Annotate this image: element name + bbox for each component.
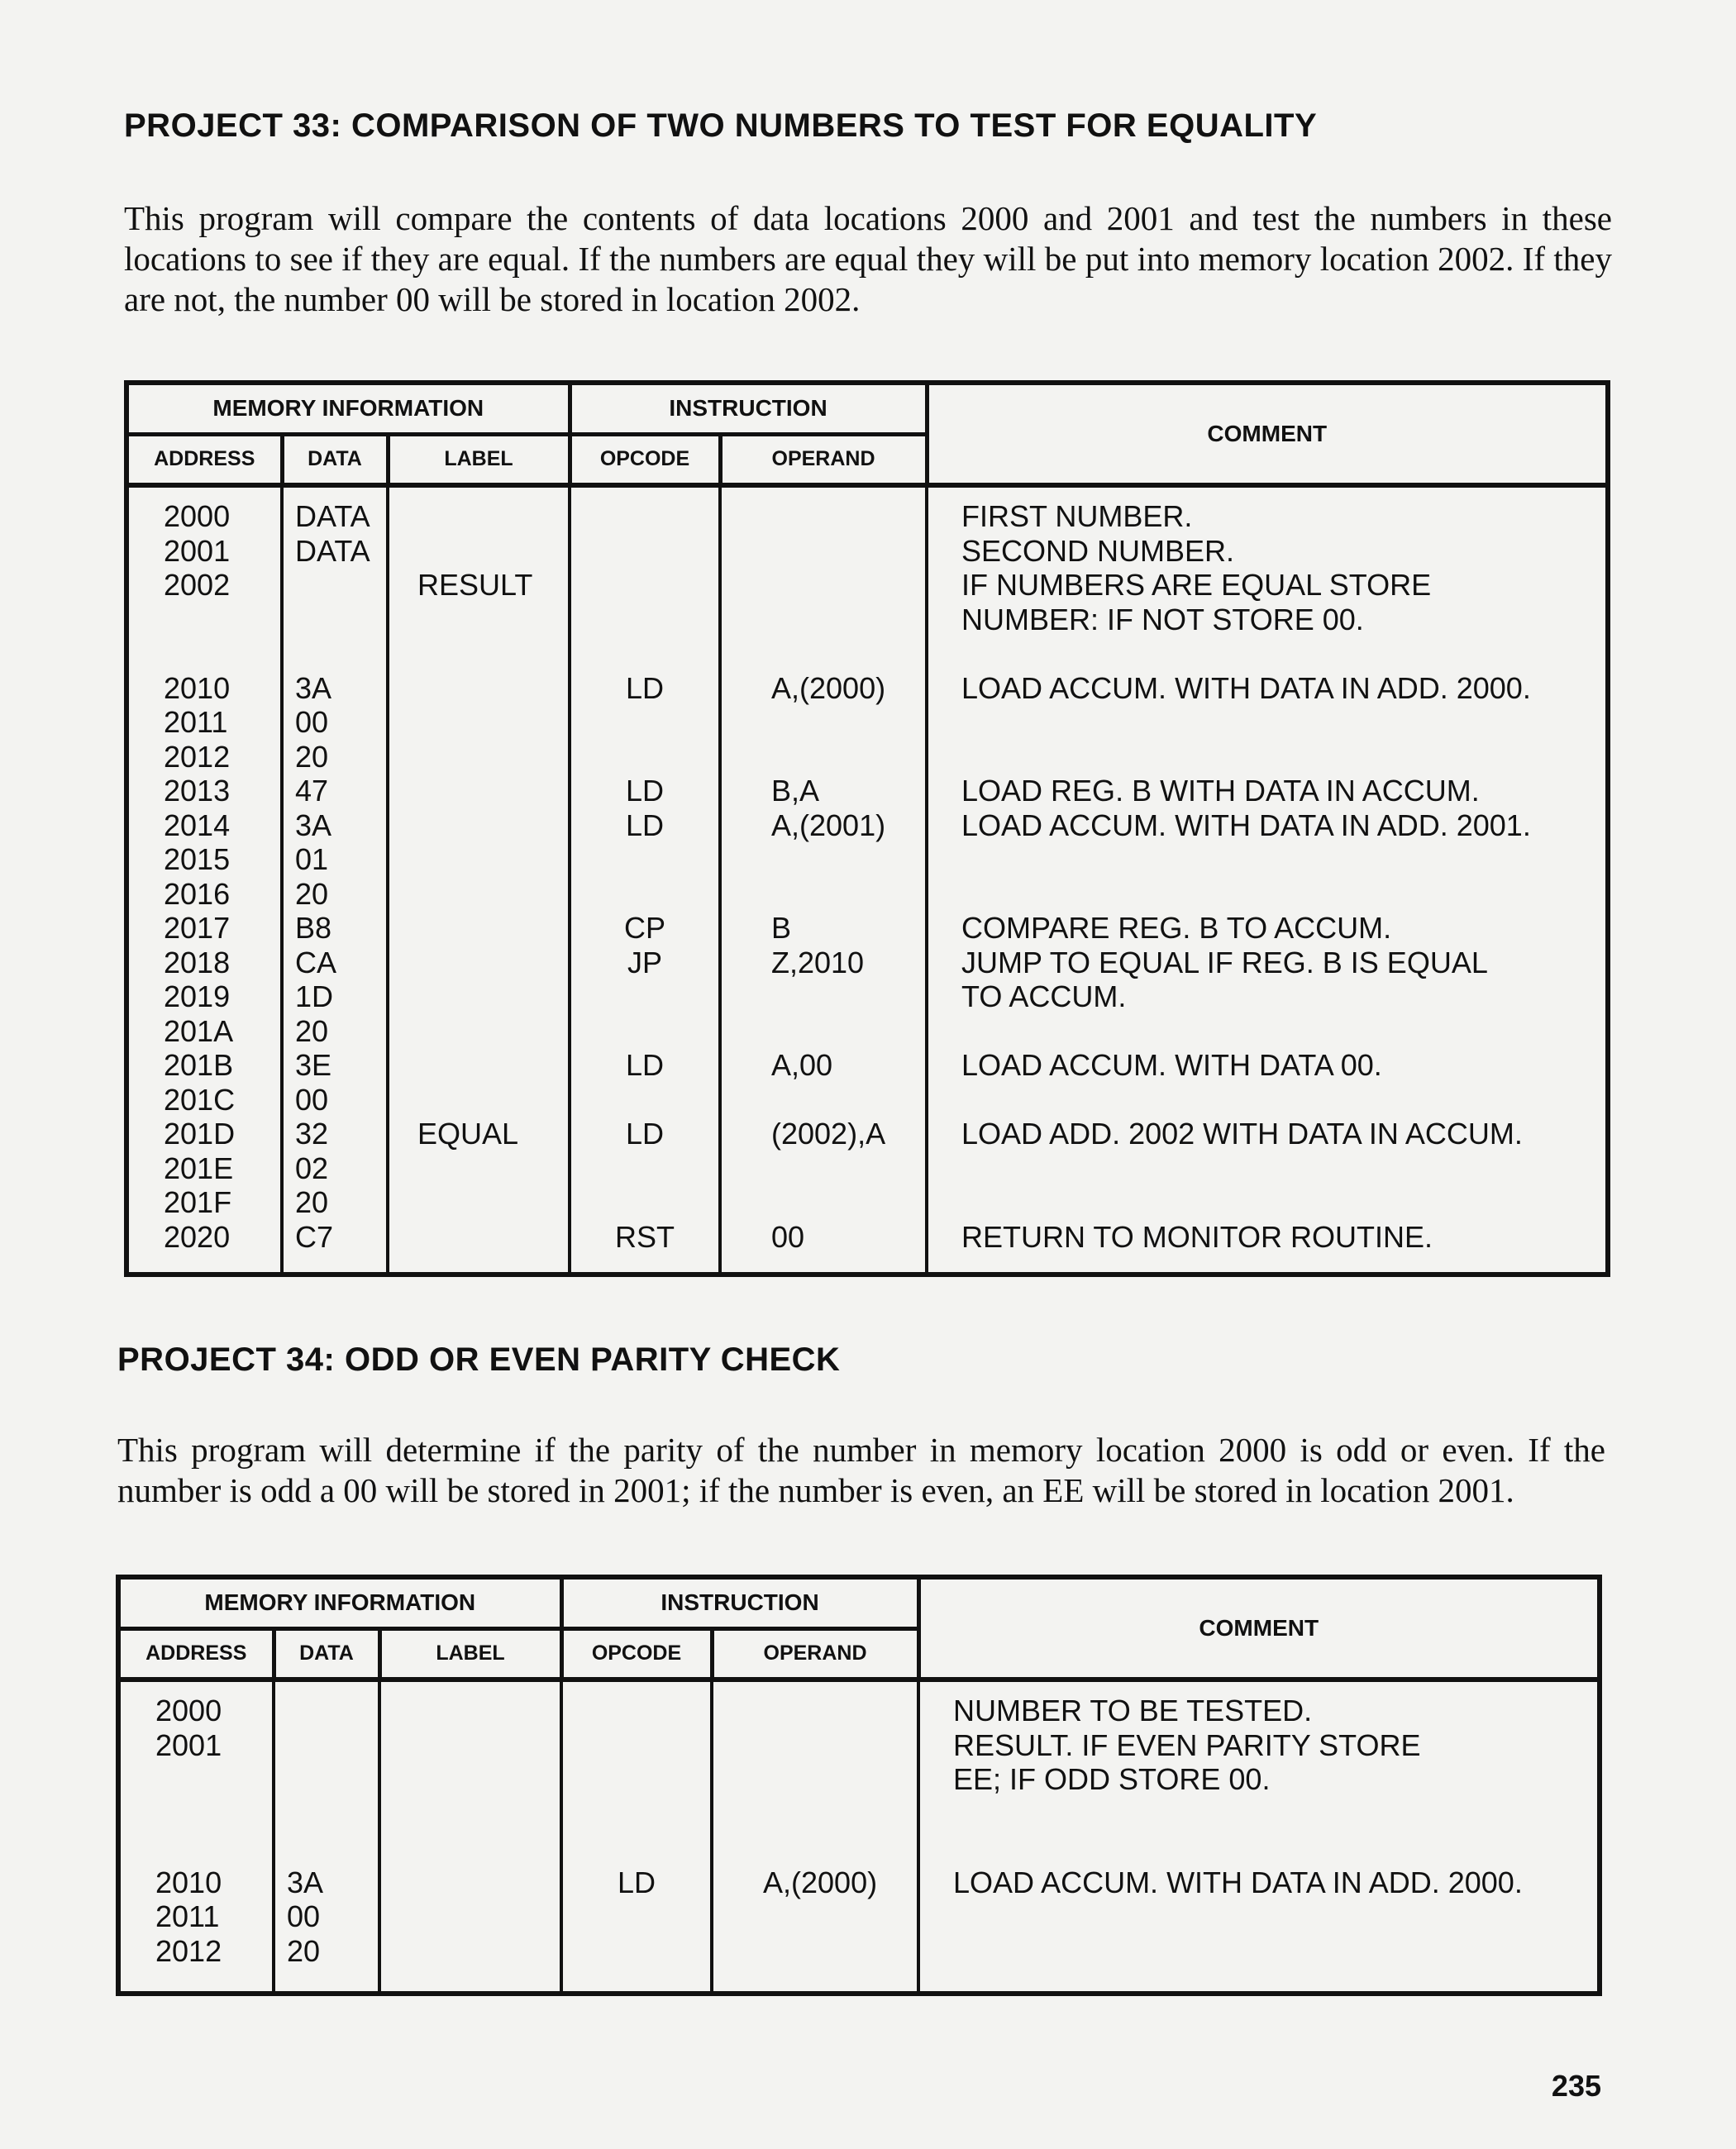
data-column: DATA DATA 3A 00 20 47 3A 01 20 B8 CA 1D 20 3E 00 32 02 20 C7: [282, 485, 388, 1275]
header-label: LABEL: [379, 1628, 561, 1680]
header-operand: OPERAND: [720, 434, 927, 485]
header-data: DATA: [274, 1628, 379, 1680]
project-33-table: [124, 380, 1610, 1277]
page-number: 235: [1551, 2069, 1601, 2103]
comment-column: FIRST NUMBER. SECOND NUMBER. IF NUMBERS ARE EQUAL STORE NUMBER: IF NOT STORE 00. LOAD ACCUM. WITH DATA IN ADD. 2000. LOAD REG. B WITH DATA IN ACCUM. LOAD ACCUM. WITH DATA IN ADD. 2001. COMPARE REG. B TO ACCUM. JUMP TO EQUAL IF REG. B IS EQUAL TO ACCUM. LOAD ACCUM. WITH DATA 00. LOAD ADD. 2002 WITH DATA IN ACCUM. RETURN TO MONITOR ROUTINE.: [927, 485, 1608, 1275]
project-33-description: This program will compare the contents of data locations 2000 and 2001 and test the numbers in these locations to see if they are equal. If the numbers are equal they will be put into memory location 2002. If they are not, the number 00 will be stored in location 2002.: [124, 199, 1612, 318]
operand-column: A,(2000): [712, 1680, 918, 1994]
data-column: 3A 00 20: [274, 1680, 379, 1994]
label-column: [379, 1680, 561, 1994]
project-34-title: PROJECT 34: ODD OR EVEN PARITY CHECK: [117, 1341, 841, 1378]
header-comment: COMMENT: [918, 1577, 1600, 1680]
address-column: 2000 2001 2002 2010 2011 2012 2013 2014 2015 2016 2017 2018 2019 201A 201B 201C 201D 201E 201F 2020: [126, 485, 282, 1275]
header-opcode: OPCODE: [561, 1628, 712, 1680]
label-column: RESULT EQUAL: [388, 485, 570, 1275]
header-memory-information: MEMORY INFORMATION: [118, 1577, 561, 1628]
operand-column: A,(2000) B,A A,(2001) B Z,2010 A,00 (2002),A 00: [720, 485, 927, 1275]
header-memory-information: MEMORY INFORMATION: [126, 383, 570, 434]
comment-column: NUMBER TO BE TESTED. RESULT. IF EVEN PARITY STORE EE; IF ODD STORE 00. LOAD ACCUM. WITH DATA IN ADD. 2000.: [918, 1680, 1600, 1994]
header-opcode: OPCODE: [570, 434, 720, 485]
opcode-column: LD LD LD CP JP LD LD RST: [570, 485, 720, 1275]
header-operand: OPERAND: [712, 1628, 918, 1680]
project-34-description: This program will determine if the parity of the number in memory location 2000 is odd or even. If the number is odd a 00 will be stored in 2001; if the number is even, an EE will be stored in location 2001.: [117, 1431, 1605, 1509]
address-column: 2000 2001 2010 2011 2012: [118, 1680, 274, 1994]
header-instruction: INSTRUCTION: [561, 1577, 918, 1628]
header-comment: COMMENT: [927, 383, 1608, 485]
opcode-column: LD: [561, 1680, 712, 1994]
header-label: LABEL: [388, 434, 570, 485]
header-data: DATA: [282, 434, 388, 485]
project-34-table: [116, 1575, 1602, 1996]
header-address: ADDRESS: [118, 1628, 274, 1680]
header-instruction: INSTRUCTION: [570, 383, 927, 434]
project-33-title: PROJECT 33: COMPARISON OF TWO NUMBERS TO TEST FOR EQUALITY: [124, 107, 1318, 144]
header-address: ADDRESS: [126, 434, 282, 485]
